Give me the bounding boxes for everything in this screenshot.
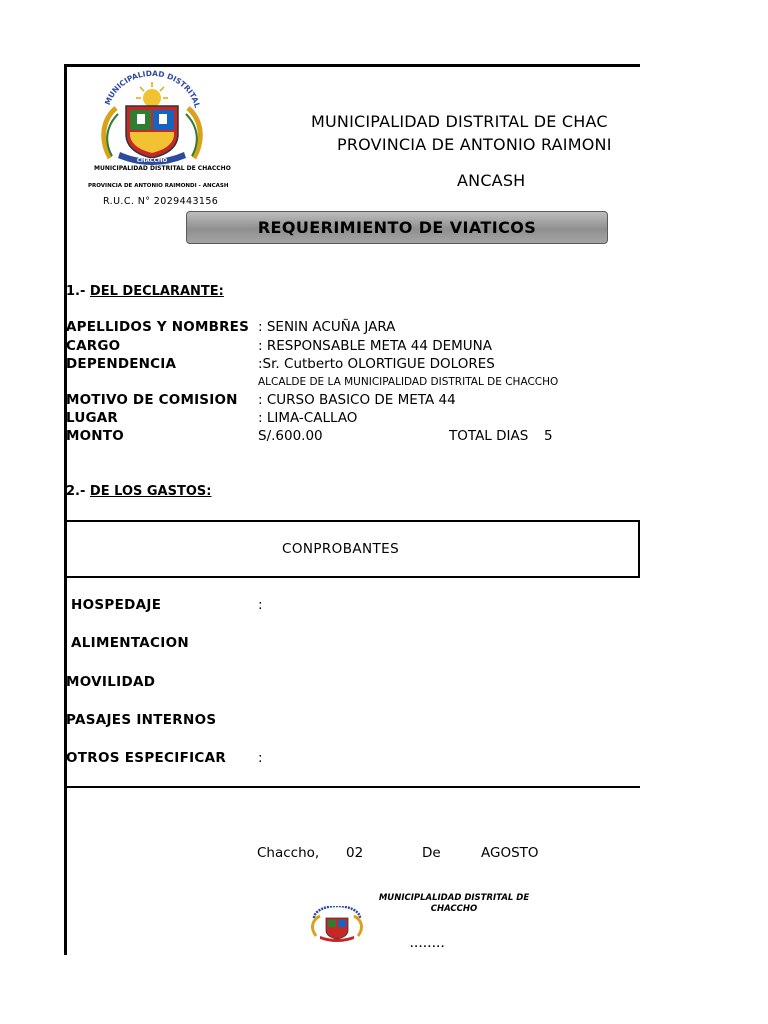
section-2-heading — [66, 484, 211, 499]
dependencia-value: :Sr. Cutberto OLORTIGUE DOLORES — [258, 356, 495, 372]
motivo-label: MOTIVO DE COMISION — [66, 392, 238, 408]
otros-colon: : — [258, 750, 263, 766]
top-border — [64, 64, 640, 67]
signature-org-line1: MUNICIPLALIDAD DISTRITAL DE — [378, 893, 530, 903]
signature-org-line2: CHACCHO — [430, 904, 478, 914]
section-2-number: 2.- — [66, 484, 86, 499]
date-day: 02 — [346, 845, 364, 861]
header-region: ANCASH — [457, 171, 526, 190]
date-month: AGOSTO — [481, 845, 539, 861]
logo-caption-municipality: MUNICIPALIDAD DISTRITAL DE CHACCHO — [94, 165, 231, 172]
left-border — [64, 65, 67, 955]
signature-stamp-logo — [306, 906, 368, 942]
logo-caption-province: PROVINCIA DE ANTONIO RAIMONDI - ANCASH — [88, 183, 229, 189]
alimentacion-label: ALIMENTACION — [71, 635, 189, 651]
document-title-text: REQUERIMIENTO DE VIATICOS — [257, 218, 537, 237]
logo-arc-text: MUNICIPALIDAD DISTRITAL — [102, 70, 202, 109]
signature-dots: ........ — [410, 940, 446, 950]
logo-banner-text: CHACCHO — [136, 158, 168, 164]
comprobantes-label: CONPROBANTES — [282, 541, 400, 557]
names-value: : SENIN ACUÑA JARA — [258, 319, 396, 335]
dependencia-label: DEPENDENCIA — [66, 356, 177, 372]
date-place: Chaccho, — [257, 845, 320, 861]
cargo-label: CARGO — [66, 338, 121, 354]
section-1-heading — [66, 284, 224, 299]
otros-label: OTROS ESPECIFICAR — [66, 750, 227, 766]
monto-value: S/.600.00 — [258, 428, 323, 444]
total-dias-value: 5 — [544, 428, 553, 444]
comprobantes-box — [64, 520, 640, 578]
signature-org — [372, 893, 536, 915]
pasajes-label: PASAJES INTERNOS — [66, 712, 217, 728]
cargo-value: : RESPONSABLE META 44 DEMUNA — [258, 338, 493, 354]
lugar-value: : LIMA-CALLAO — [258, 410, 358, 426]
section-2-title: DE LOS GASTOS: — [89, 484, 212, 499]
motivo-value: : CURSO BASICO DE META 44 — [258, 392, 456, 408]
document-title — [186, 211, 608, 244]
header-province: PROVINCIA DE ANTONIO RAIMONI — [337, 135, 612, 154]
section-divider — [64, 786, 640, 788]
date-de: De — [422, 845, 441, 861]
municipality-logo — [90, 70, 214, 170]
header-municipality: MUNICIPALIDAD DISTRITAL DE CHAC — [311, 112, 608, 131]
dependencia-subtitle: ALCALDE DE LA MUNICIPALIDAD DISTRITAL DE CHACCHO — [258, 376, 559, 388]
hospedaje-label: HOSPEDAJE — [71, 597, 162, 613]
movilidad-label: MOVILIDAD — [66, 674, 156, 690]
section-1-title: DEL DECLARANTE: — [89, 284, 224, 299]
names-label: APELLIDOS Y NOMBRES — [66, 319, 250, 335]
hospedaje-colon: : — [258, 597, 263, 613]
section-1-number: 1.- — [66, 284, 86, 299]
ruc-number: R.U.C. N° 2029443156 — [103, 196, 219, 207]
total-dias-label: TOTAL DIAS — [449, 428, 529, 444]
lugar-label: LUGAR — [66, 410, 119, 426]
monto-label: MONTO — [66, 428, 124, 444]
